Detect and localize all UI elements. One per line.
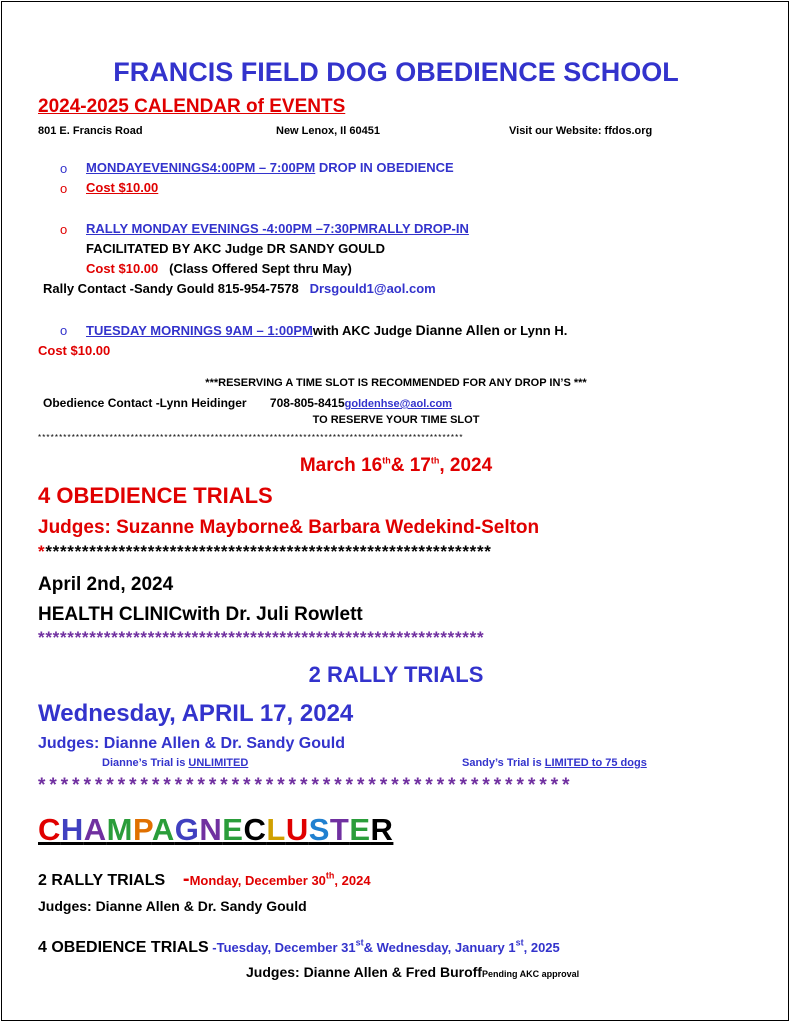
- march-date-part: & 17: [390, 455, 431, 476]
- cluster-obedience-date: -Tuesday, December 31: [208, 940, 356, 955]
- divider-purple: *************************************************************: [38, 628, 485, 647]
- march-date-sup: th: [430, 455, 440, 466]
- cluster-letter: M: [106, 812, 133, 847]
- divider-black-stars: *************************************************************: [45, 542, 492, 561]
- cluster-obedience-title: 4 OBEDIENCE TRIALS: [38, 939, 209, 956]
- rally-contact-line: [43, 281, 436, 296]
- cluster-obedience-judges: Judges: Dianne Allen & Fred Buroff: [246, 964, 482, 980]
- monday-link[interactable]: MONDAYEVENINGS4:00PM – 7:00PM: [86, 160, 316, 175]
- dianne-trial-limit: UNLIMITED: [188, 757, 249, 769]
- cluster-rally-date: Monday, December 30: [189, 873, 326, 888]
- rally-cost: Cost $10.00: [86, 261, 159, 276]
- march-date: [0, 455, 792, 477]
- address: 801 E. Francis Road: [38, 125, 143, 137]
- april17-title: 2 RALLY TRIALS: [308, 662, 484, 687]
- march-date-part: , 2024: [439, 455, 493, 476]
- cluster-rally-line: [38, 868, 371, 891]
- cluster-rally-date: , 2024: [334, 873, 371, 888]
- city: New Lenox, Il 60451: [276, 125, 380, 137]
- cluster-letter: L: [266, 812, 286, 847]
- tuesday-line: [86, 322, 567, 338]
- divider-small: *****************************************************************************************************: [38, 433, 464, 442]
- cluster-letter: N: [199, 812, 223, 847]
- cluster-rally-judges: Judges: Dianne Allen & Dr. Sandy Gould: [38, 898, 307, 914]
- cluster-letter: A: [151, 812, 175, 847]
- tuesday-judge: Dianne Allen: [415, 322, 500, 338]
- obedience-contact-line: [43, 396, 452, 410]
- cluster-letter: T: [329, 812, 350, 847]
- cluster-letter: U: [285, 812, 309, 847]
- cluster-letter: G: [174, 812, 200, 847]
- cluster-rally-date-sup: th: [325, 870, 335, 881]
- cluster-letter: H: [60, 812, 84, 847]
- divider-purple-2: ***********************************************: [38, 775, 574, 796]
- sandy-trial-limit: LIMITED to 75 dogs: [544, 757, 647, 769]
- rally-offered: (Class Offered Sept thru May): [169, 261, 352, 276]
- champagne-cluster-heading: [38, 812, 393, 848]
- tuesday-with: with AKC Judge: [312, 323, 416, 338]
- monday-line: [86, 160, 454, 175]
- rally-cost-line: [86, 261, 352, 276]
- obedience-email[interactable]: goldenhse@aol.com: [344, 398, 452, 410]
- dianne-trial: [102, 757, 248, 769]
- cluster-obedience-date-sup: st: [355, 937, 364, 948]
- march-date-part: March 16: [299, 455, 383, 476]
- reserve-notice: ***RESERVING A TIME SLOT IS RECOMMENDED FOR ANY DROP IN’S ***: [205, 377, 587, 389]
- rally-facilitated: FACILITATED BY AKC Judge DR SANDY GOULD: [86, 241, 386, 256]
- school-title: FRANCIS FIELD DOG OBEDIENCE SCHOOL: [113, 57, 679, 87]
- monday-cost: Cost $10.00: [86, 180, 159, 195]
- cluster-rally-dash: -: [182, 868, 190, 890]
- bullet-circle: o: [60, 323, 68, 338]
- sandy-trial-label: Sandy’s Trial is: [462, 757, 545, 769]
- cluster-letter: A: [83, 812, 107, 847]
- cluster-letter: E: [349, 812, 371, 847]
- march-date-sup: th: [382, 455, 391, 466]
- obedience-contact: Obedience Contact -Lynn Heidinger: [43, 396, 247, 410]
- april2-clinic: HEALTH CLINICwith Dr. Juli Rowlett: [38, 604, 363, 625]
- cluster-letter: R: [370, 812, 394, 847]
- tuesday-or: or Lynn H.: [499, 323, 568, 338]
- cluster-letter: P: [133, 812, 152, 847]
- pending-approval: Pending AKC approval: [481, 969, 580, 979]
- cluster-obedience-line: [38, 939, 560, 957]
- rally-contact: Rally Contact -Sandy Gould 815-954-7578: [43, 281, 299, 296]
- divider-red-star: *: [38, 542, 46, 561]
- april2-date: April 2nd, 2024: [38, 574, 174, 595]
- website: Visit our Website: ffdos.org: [509, 125, 653, 137]
- tuesday-link[interactable]: TUESDAY MORNINGS 9AM – 1:00PM: [86, 323, 313, 338]
- cluster-rally-title: 2 RALLY TRIALS: [38, 872, 166, 889]
- bullet-circle: o: [60, 181, 68, 196]
- rally-monday-link[interactable]: RALLY MONDAY EVENINGS -4:00PM –7:30PMRALLY DROP-IN: [86, 221, 469, 236]
- cluster-obedience-judges-line: [246, 964, 579, 980]
- cluster-letter: E: [222, 812, 244, 847]
- calendar-heading: 2024-2025 CALENDAR of EVENTS: [38, 96, 346, 117]
- bullet-circle: o: [60, 161, 68, 176]
- dianne-trial-label: Dianne’s Trial is: [102, 757, 189, 769]
- tuesday-cost: Cost $10.00: [38, 343, 111, 358]
- march-title: 4 OBEDIENCE TRIALS: [38, 483, 273, 508]
- cluster-obedience-date: & Wednesday, January 1: [363, 940, 516, 955]
- rally-email[interactable]: Drsgould1@aol.com: [309, 281, 436, 296]
- divider-black: [38, 542, 492, 562]
- monday-desc: DROP IN OBEDIENCE: [315, 160, 454, 175]
- cluster-obedience-date: , 2025: [523, 940, 560, 955]
- sandy-trial: [462, 757, 647, 769]
- obedience-phone: 708-805-8415: [269, 396, 345, 410]
- cluster-letter: S: [308, 812, 330, 847]
- april17-judges: Judges: Dianne Allen & Dr. Sandy Gould: [38, 735, 346, 752]
- cluster-letter: C: [38, 812, 61, 847]
- cluster-obedience-date-sup: st: [515, 937, 524, 948]
- march-judges: Judges: Suzanne Mayborne& Barbara Wedekind-Selton: [38, 517, 540, 538]
- april17-date: Wednesday, APRIL 17, 2024: [38, 700, 354, 727]
- bullet-circle: o: [60, 222, 68, 237]
- cluster-letter: C: [243, 812, 267, 847]
- reserve-time-slot: TO RESERVE YOUR TIME SLOT: [312, 414, 480, 426]
